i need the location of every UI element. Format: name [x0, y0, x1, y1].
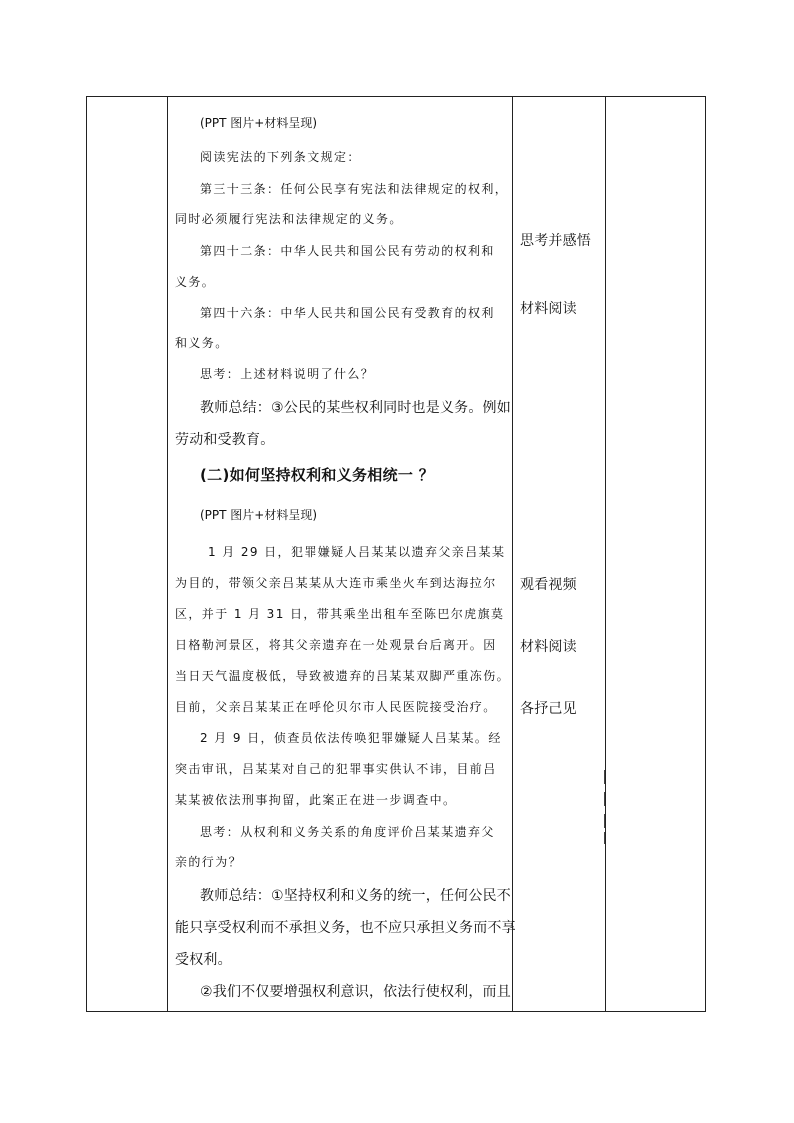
- column-divider: [605, 97, 606, 1011]
- scan-mark: [604, 770, 605, 784]
- case-text-line: 2 月 9 日，侦查员依法传唤犯罪嫌疑人吕某某。经: [200, 731, 502, 745]
- scan-mark: [604, 814, 605, 828]
- student-activity-item: 思考并感悟: [520, 233, 591, 249]
- scan-mark: [604, 832, 605, 844]
- ppt-note: (PPT 图片+材料呈现): [200, 116, 318, 130]
- case-text-line: 1 月 29 日，犯罪嫌疑人吕某某以遗弃父亲吕某某: [208, 545, 506, 559]
- article-46-line: 和义务。: [175, 336, 229, 350]
- teacher-summary: 教师总结：①坚持权利和义务的统一，任何公民不: [200, 888, 511, 904]
- case-text-line: 为目的，带领父亲吕某某从大连市乘坐火车到达海拉尔: [175, 576, 497, 590]
- teacher-summary: ②我们不仅要增强权利意识，依法行使权利，而且: [200, 984, 511, 1000]
- article-42-line: 第四十二条：中华人民共和国公民有劳动的权利和: [200, 244, 495, 258]
- article-33-line: 同时必须履行宪法和法律规定的义务。: [175, 212, 403, 226]
- section-heading: (二)如何坚持权利和义务相统一 ？: [200, 466, 435, 484]
- column-divider: [167, 97, 168, 1011]
- case-text-line: 当日天气温度极低，导致被遗弃的吕某某双脚严重冻伤。: [175, 669, 511, 683]
- teacher-summary: 受权利。: [175, 952, 232, 968]
- scan-mark: [604, 792, 605, 806]
- teacher-summary: 劳动和受教育。: [175, 432, 275, 448]
- student-activity-item: 材料阅读: [520, 639, 577, 655]
- think-question: 思考：上述材料说明了什么？: [200, 367, 375, 381]
- lesson-table: [86, 96, 706, 1012]
- teacher-summary: 能只享受权利而不承担义务，也不应只承担义务而不享: [175, 920, 516, 936]
- think-question: 亲的行为？: [175, 855, 243, 869]
- article-42-line: 义务。: [175, 275, 216, 289]
- student-activity-item: 各抒己见: [520, 701, 577, 717]
- read-intro: 阅读宪法的下列条文规定：: [200, 150, 361, 164]
- student-activity-item: 材料阅读: [520, 301, 577, 317]
- student-activity-item: 观看视频: [520, 577, 577, 593]
- think-question: 思考：从权利和义务关系的角度评价吕某某遗弃父: [200, 825, 495, 839]
- column-divider: [512, 97, 513, 1011]
- case-text-line: 日格勒河景区，将其父亲遗弃在一处观景台后离开。因: [175, 638, 497, 652]
- case-text-line: 突击审讯，吕某某对自己的犯罪事实供认不讳，目前吕: [175, 762, 497, 776]
- case-text-line: 某某被依法刑事拘留，此案正在进一步调查中。: [175, 793, 457, 807]
- teacher-summary: 教师总结：③公民的某些权利同时也是义务。例如: [200, 400, 511, 416]
- article-46-line: 第四十六条：中华人民共和国公民有受教育的权利: [200, 306, 495, 320]
- case-text-line: 目前，父亲吕某某正在呼伦贝尔市人民医院接受治疗。: [175, 700, 497, 714]
- article-33-line: 第三十三条：任何公民享有宪法和法律规定的权利，: [200, 182, 509, 196]
- case-text-line: 区，并于 1 月 31 日，带其乘坐出租车至陈巴尔虎旗莫: [175, 607, 505, 621]
- ppt-note: (PPT 图片+材料呈现): [200, 508, 318, 522]
